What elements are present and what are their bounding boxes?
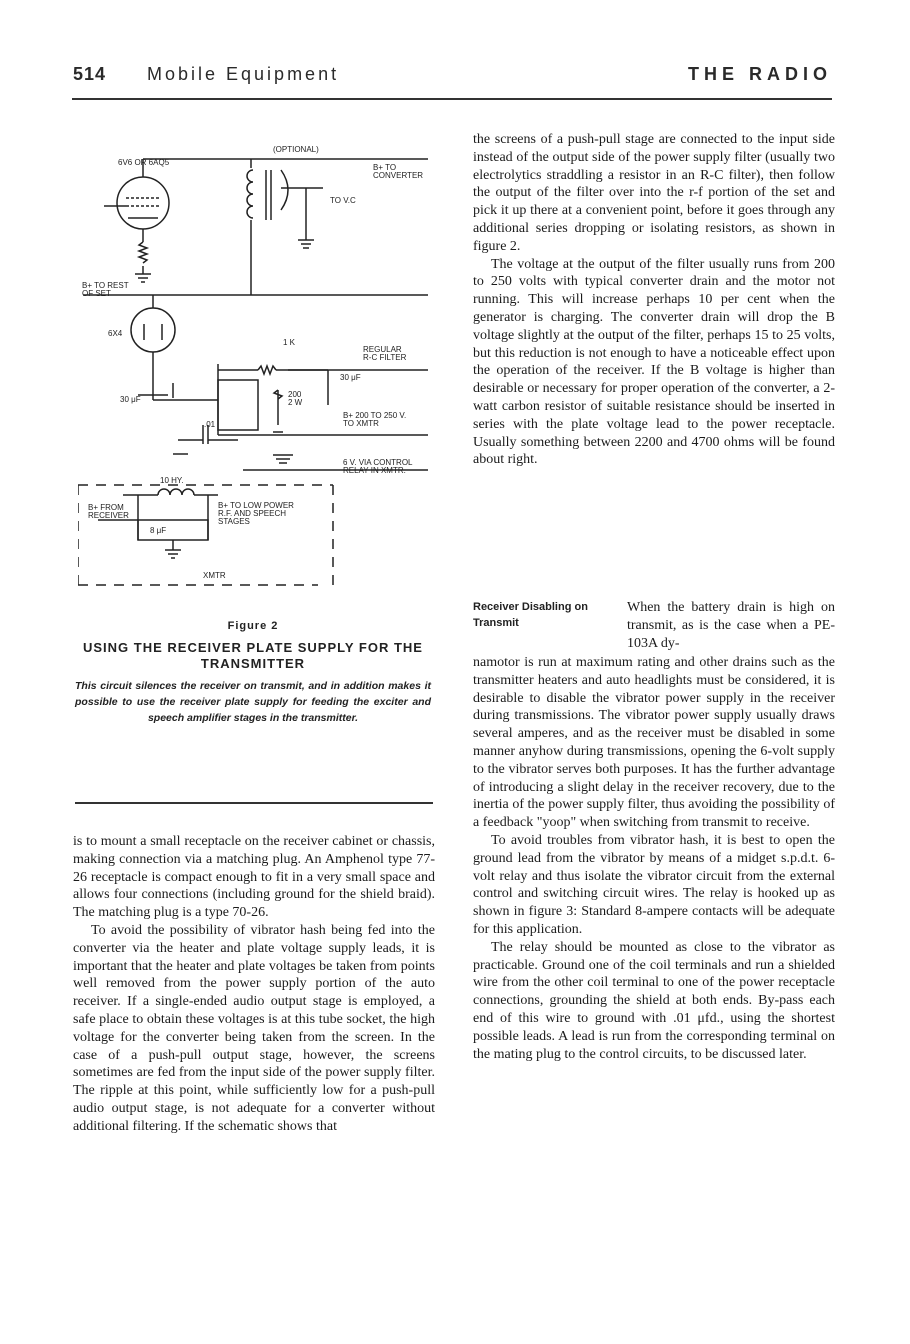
left-column <box>73 833 435 1136</box>
side-text: When the battery drain is high on transmit, as is the case when a PE-103A dy- <box>627 600 835 651</box>
label-b-rest-1: B+ TO REST <box>82 281 129 290</box>
label-xmtr: XMTR <box>203 571 226 580</box>
label-b-low-1: B+ TO LOW POWER <box>218 501 294 510</box>
right-column <box>473 131 835 469</box>
label-regular-2: R-C FILTER <box>363 353 407 362</box>
label-b-from-2: RECEIVER <box>88 511 129 520</box>
paragraph: the screens of a push-pull stage are connected to the input side instead of the output side of the power supply filter (usually two electrolytics straddling a resistor in an R-C filter), then follow the output of the filter over into the r-f portion of the set and pick it up there at a convenient point, before it goes through any additional series dropping or isolating resistors, as shown in figure 2. <box>473 132 835 254</box>
figure-title: USING THE RECEIVER PLATE SUPPLY FOR THE TRANSMITTER <box>83 640 423 671</box>
label-res-2w: 2 W <box>288 398 303 407</box>
paragraph: The voltage at the output of the filter usually runs from 200 to 250 volts with typical converter drain and the motor not running. This will increase perhaps 10 per cent when the generator is charging. The converter drain will drop the B voltage slightly at the output of the filter, perhaps 15 to 25 volts, but this reduction is not enough to have a noticeable effect upon the operation of the receiver. If the B voltage is higher than desirable or necessary for proper operation of the converter, a 2-watt carbon resistor of suitable resistance should be inserted in series with the plate voltage lead to the power receptacle. Usually something between 2200 and 4700 ohms will be found about right. <box>473 256 835 468</box>
label-b-to-converter-1: B+ TO <box>373 163 397 172</box>
label-to-vc: TO V.C <box>330 196 356 205</box>
paragraph: The relay should be mounted as close to the vibrator as practicable. Ground one of the coil terminals and run a shielded wire from the other coil terminal to one of the power receptacle connections, grounding the shield at both ends. By-pass each end of this wire to ground with .01 μfd., using the shortest possible leads. A lead is run from the corresponding terminal on the mating plug to the control circuits, to be discussed later. <box>473 939 835 1062</box>
section-title: Mobile Equipment <box>147 64 340 84</box>
paragraph: is to mount a small receptacle on the receiver cabinet or chassis, making connection via a matching plug. An Amphenol type 77-26 receptacle is compact enough to fit in a very small space and allows four connections (including ground for the shield braid). The matching plug is a type 70-26. <box>73 834 435 921</box>
label-cap-8: 8 μF <box>150 526 167 535</box>
label-tube-6x4: 6X4 <box>108 329 123 338</box>
figure-number: Figure 2 <box>227 620 279 632</box>
label-cap-01: .01 <box>204 420 216 429</box>
label-b-from-1: B+ FROM <box>88 503 124 512</box>
header-rule <box>72 98 832 100</box>
label-res-200: 200 <box>288 390 302 399</box>
paragraph: To avoid the possibility of vibrator hash being fed into the converter via the heater and plate voltage supply leads, it is important that the heater and plate voltages be taken from points well removed from the power supply portion of the auto receiver. If a single-ended audio output stage is employed, a safe place to obtain these voltages is at this tube socket, the high voltage for the converter being taken from the screen. In the case of a push-pull output stage, however, the screens sometimes are fed from the input side of the power supply filter. The ripple at this point, while sufficiently low for a push-pull audio output stage, is not adequate for a converter without additional filtering. If the schematic shows that <box>73 922 435 1134</box>
label-10hy: 10 HY. <box>160 476 184 485</box>
label-b-low-3: STAGES <box>218 517 250 526</box>
page-number: 514 <box>73 64 107 84</box>
caption-rule <box>75 802 433 804</box>
label-b-rest-2: OF SET <box>82 289 111 298</box>
label-b-to-converter-2: CONVERTER <box>373 171 424 180</box>
book-title: THE RADIO <box>688 64 832 84</box>
label-optional: (OPTIONAL) <box>273 145 319 154</box>
right-column-continued <box>473 654 835 1063</box>
paragraph: To avoid troubles from vibrator hash, it is best to open the ground lead from the vibrator by means of a midget s.p.d.t. 6-volt relay and thus isolate the vibrator circuit from the external control and switching circuit wires. The relay is hooked up as shown in figure 3: Standard 8-ampere contacts will be adequate for this application. <box>473 832 835 937</box>
side-heading: Receiver Disabling on Transmit <box>473 601 588 629</box>
figure-caption <box>75 620 431 726</box>
label-b-200-2: TO XMTR <box>343 419 379 428</box>
label-cap-30-left: 30 μF <box>120 395 141 404</box>
label-relay-2: RELAY IN XMTR. <box>343 466 406 475</box>
label-1k: 1 K <box>283 338 296 347</box>
label-regular-1: REGULAR <box>363 345 402 354</box>
label-b-200-1: B+ 200 TO 250 V. <box>343 411 407 420</box>
schematic-diagram <box>78 140 438 590</box>
paragraph: namotor is run at maximum rating and other drains such as the transmitter heaters and auto headlights must be considered, it is desirable to disable the vibrator power supply in the receiver during transmissions. The vibrator power supply usually draws several amperes, and as the receiver must be disabled in some manner anyhow during transmissions, opening the 6-volt supply to the vibrator serves both purposes. It has the further advantage of introducing a slight delay in the receiver recovery, due to the inertia of the power supply filter, thus avoiding the possibility of a feedback "yoop" when switching from transmit to receive. <box>473 655 835 831</box>
label-cap-30-right: 30 μF <box>340 373 361 382</box>
label-tube-6v6: 6V6 OR 6AQ5 <box>118 158 170 167</box>
label-relay-1: 6 V. VIA CONTROL <box>343 458 413 467</box>
label-b-low-2: R.F. AND SPEECH <box>218 509 287 518</box>
figure-description: This circuit silences the receiver on transmit, and in addition makes it possible to use the receiver plate supply for feeding the exciter and speech amplifier stages in the transmitter. <box>75 680 431 724</box>
